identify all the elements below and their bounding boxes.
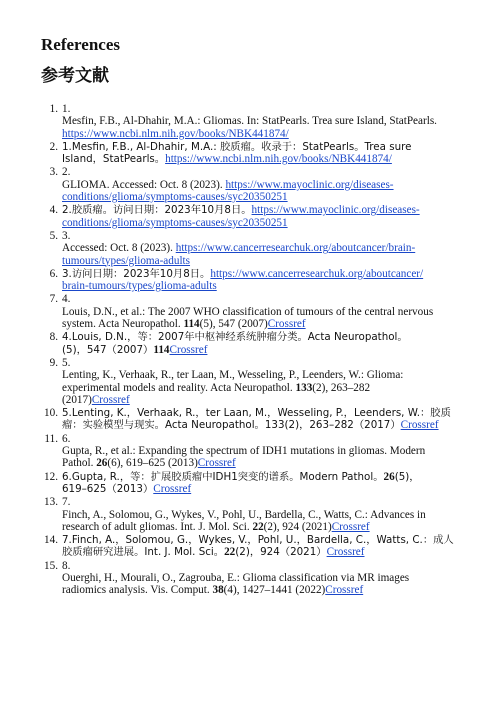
reference-line — [62, 115, 472, 127]
reference-number: 3. — [49, 166, 58, 179]
reference-list — [0, 103, 500, 598]
reference-item — [0, 331, 500, 356]
reference-item — [0, 357, 500, 406]
reference-item — [0, 471, 500, 496]
crossref-link[interactable]: Crossref — [91, 393, 130, 406]
reference-text: 6. — [62, 432, 71, 445]
reference-line — [62, 521, 472, 533]
reference-url-link[interactable]: tumours/types/glioma-adults — [62, 254, 191, 267]
reference-text-zh: 瘤：实验模型与现实。Acta Neuropathol。133(2)，263–282（2017） — [62, 419, 401, 432]
reference-url-link[interactable]: https://www.ncbi.nlm.nih.gov/books/NBK441874/ — [165, 153, 392, 166]
crossref-link[interactable]: Crossref — [267, 318, 306, 331]
reference-text: 1. — [62, 103, 71, 115]
reference-text-zh: 4.Louis, D.N.，等：2007年中枢神经系统肿瘤分类。Acta Neuropathol。 — [62, 331, 408, 344]
reference-text-zh: 1.Mesfin, F.B., Al-Dhahir, M.A.: 胶质瘤。收录于：StatPearls。Trea sure — [62, 140, 412, 153]
volume-number: 114 — [183, 318, 200, 331]
reference-url-link[interactable]: https://www.ncbi.nlm.nih.gov/books/NBK441874/ — [62, 127, 289, 140]
reference-line — [62, 204, 472, 216]
crossref-link[interactable]: Crossref — [169, 343, 208, 356]
reference-text-zh: Island，StatPearls。 — [62, 153, 166, 166]
reference-number: 6. — [49, 267, 58, 280]
crossref-link[interactable]: Crossref — [325, 584, 364, 597]
reference-line — [62, 191, 472, 203]
reference-line — [62, 331, 472, 343]
reference-line — [62, 394, 472, 406]
reference-text: Louis, D.N., et al.: The 2007 WHO classification of tumours of the central nervous — [62, 305, 434, 318]
reference-line — [62, 166, 472, 178]
reference-line — [62, 242, 472, 254]
volume-number: 133 — [295, 381, 313, 394]
reference-text: system. Acta Neuropathol. — [62, 318, 184, 331]
reference-text: Mesfin, F.B., Al-Dhahir, M.A.: Gliomas. In: StatPearls. Trea sure Island, StatPearls. — [62, 115, 437, 128]
reference-number: 7. — [49, 293, 58, 306]
reference-line — [62, 407, 472, 419]
reference-number: 9. — [49, 356, 58, 369]
reference-line — [62, 534, 472, 546]
reference-text: research of adult gliomas. Int. J. Mol. Sci. — [62, 520, 253, 533]
crossref-link[interactable]: Crossref — [400, 419, 439, 432]
references-heading: References — [41, 35, 120, 54]
reference-number: 14. — [44, 534, 58, 547]
reference-url-link[interactable]: conditions/glioma/symptoms-causes/syc20350251 — [62, 191, 288, 204]
reference-text: radiomics analysis. Vis. Comput. — [62, 584, 213, 597]
reference-item — [0, 103, 500, 140]
reference-text-zh: (5)，547（2007） — [62, 343, 154, 356]
reference-text-zh: 胶质瘤研究进展。Int. J. Mol. Sci。 — [62, 546, 225, 559]
volume-number: 38 — [212, 584, 224, 597]
reference-text: (5), 547 (2007) — [199, 318, 268, 331]
reference-line — [62, 572, 472, 584]
reference-url-link[interactable]: https://www.mayoclinic.org/diseases- — [251, 204, 420, 217]
reference-text: Accessed: Oct. 8 (2023). — [62, 242, 176, 255]
reference-text-zh: (2)，924（2021） — [235, 546, 327, 559]
reference-item — [0, 560, 500, 597]
reference-line — [62, 382, 472, 394]
reference-line — [62, 153, 472, 165]
reference-line — [62, 293, 472, 305]
reference-line — [62, 584, 472, 596]
reference-text: (2), 924 (2021) — [263, 520, 332, 533]
reference-line — [62, 280, 472, 292]
crossref-link[interactable]: Crossref — [331, 520, 370, 533]
reference-text: 7. — [62, 496, 71, 509]
reference-item — [0, 496, 500, 533]
reference-line — [62, 419, 472, 431]
reference-number: 11. — [44, 432, 58, 445]
reference-number: 2. — [49, 140, 58, 153]
crossref-link[interactable]: Crossref — [197, 457, 236, 470]
reference-text: (4), 1427–1441 (2022) — [223, 584, 326, 597]
reference-text: experimental models and reality. Acta Neuropathol. — [62, 381, 296, 394]
references-heading-zh: 参考文献 — [41, 66, 109, 86]
reference-number: 13. — [44, 496, 58, 509]
crossref-link[interactable]: Crossref — [326, 546, 365, 559]
reference-number: 4. — [49, 204, 58, 217]
reference-line — [62, 433, 472, 445]
reference-text-zh: 3.访问日期：2023年10月8日。 — [62, 267, 211, 280]
reference-number: 1. — [49, 103, 58, 115]
reference-text: (2017) — [62, 393, 92, 406]
reference-text: 5. — [62, 356, 71, 369]
reference-text: 2. — [62, 166, 71, 179]
reference-item — [0, 268, 500, 293]
volume-number: 22 — [224, 546, 236, 559]
reference-line — [62, 141, 472, 153]
reference-number: 10. — [44, 407, 58, 420]
reference-line — [62, 509, 472, 521]
reference-text: Gupta, R., et al.: Expanding the spectrum of IDH1 mutations in gliomas. Modern — [62, 445, 426, 458]
crossref-link[interactable]: Crossref — [153, 482, 192, 495]
reference-text-zh: (5)， — [394, 470, 420, 483]
reference-text: Finch, A., Solomou, G., Wykes, V., Pohl, U., Bardella, C., Watts, C.: Advances in — [62, 508, 426, 521]
reference-item — [0, 166, 500, 203]
reference-item — [0, 433, 500, 470]
reference-text: Pathol. — [62, 457, 97, 470]
reference-url-link[interactable]: https://www.mayoclinic.org/diseases- — [225, 178, 394, 191]
reference-line — [62, 318, 472, 330]
reference-text: 4. — [62, 293, 71, 306]
reference-text-zh: 6.Gupta, R.，等：扩展胶质瘤中IDH1突变的谱系。Modern Pathol。 — [62, 470, 384, 483]
reference-text: (6), 619–625 (2013) — [107, 457, 198, 470]
reference-line — [62, 268, 472, 280]
reference-number: 12. — [44, 470, 58, 483]
reference-line — [62, 457, 472, 469]
reference-url-link[interactable]: https://www.cancerresearchuk.org/aboutcancer/brain- — [175, 242, 416, 255]
reference-item — [0, 293, 500, 330]
reference-text-zh: 7.Finch, A.，Solomou, G.，Wykes, V.，Pohl, U.，Bardella, C.，Watts, C.：成人 — [62, 534, 454, 547]
reference-item — [0, 230, 500, 267]
volume-number: 114 — [153, 343, 170, 356]
reference-number: 8. — [49, 331, 58, 344]
reference-line — [62, 344, 472, 356]
reference-text-zh: 2.胶质瘤。访问日期：2023年10月8日。 — [62, 204, 252, 217]
reference-number: 15. — [44, 559, 58, 572]
reference-text: GLIOMA. Accessed: Oct. 8 (2023). — [62, 178, 226, 191]
reference-line — [62, 546, 472, 558]
reference-line — [62, 369, 472, 381]
reference-text: Ouerghi, H., Mourali, O., Zagrouba, E.: Glioma classification via MR images — [62, 571, 410, 584]
reference-line — [62, 128, 472, 140]
reference-item — [0, 534, 500, 559]
reference-text-zh: 619–625（2013） — [62, 482, 154, 495]
reference-url-link[interactable]: https://www.cancerresearchuk.org/aboutcancer/ — [210, 267, 424, 280]
reference-item — [0, 407, 500, 432]
reference-number: 5. — [49, 229, 58, 242]
reference-line — [62, 471, 472, 483]
reference-line — [62, 217, 472, 229]
reference-text: Lenting, K., Verhaak, R., ter Laan, M., Wesseling, P., Leenders, W.: Glioma: — [62, 369, 404, 382]
reference-url-link[interactable]: brain-tumours/types/glioma-adults — [62, 280, 217, 293]
volume-number: 26 — [383, 470, 395, 483]
reference-line — [62, 483, 472, 495]
reference-item — [0, 204, 500, 229]
reference-line — [62, 255, 472, 267]
reference-text: (2), 263–282 — [312, 381, 371, 394]
reference-line — [62, 445, 472, 457]
reference-text: 3. — [62, 229, 71, 242]
reference-line — [62, 230, 472, 242]
reference-text: 8. — [62, 559, 71, 572]
reference-line — [62, 560, 472, 572]
reference-line — [62, 103, 472, 115]
reference-text-zh: 5.Lenting, K.，Verhaak, R.，ter Laan, M.，Wesseling, P.，Leenders, W.：胶质 — [62, 407, 451, 420]
volume-number: 26 — [96, 457, 108, 470]
reference-line — [62, 357, 472, 369]
volume-number: 22 — [252, 520, 264, 533]
reference-line — [62, 496, 472, 508]
reference-url-link[interactable]: conditions/glioma/symptoms-causes/syc20350251 — [62, 216, 288, 229]
reference-item — [0, 141, 500, 166]
reference-line — [62, 179, 472, 191]
reference-line — [62, 306, 472, 318]
